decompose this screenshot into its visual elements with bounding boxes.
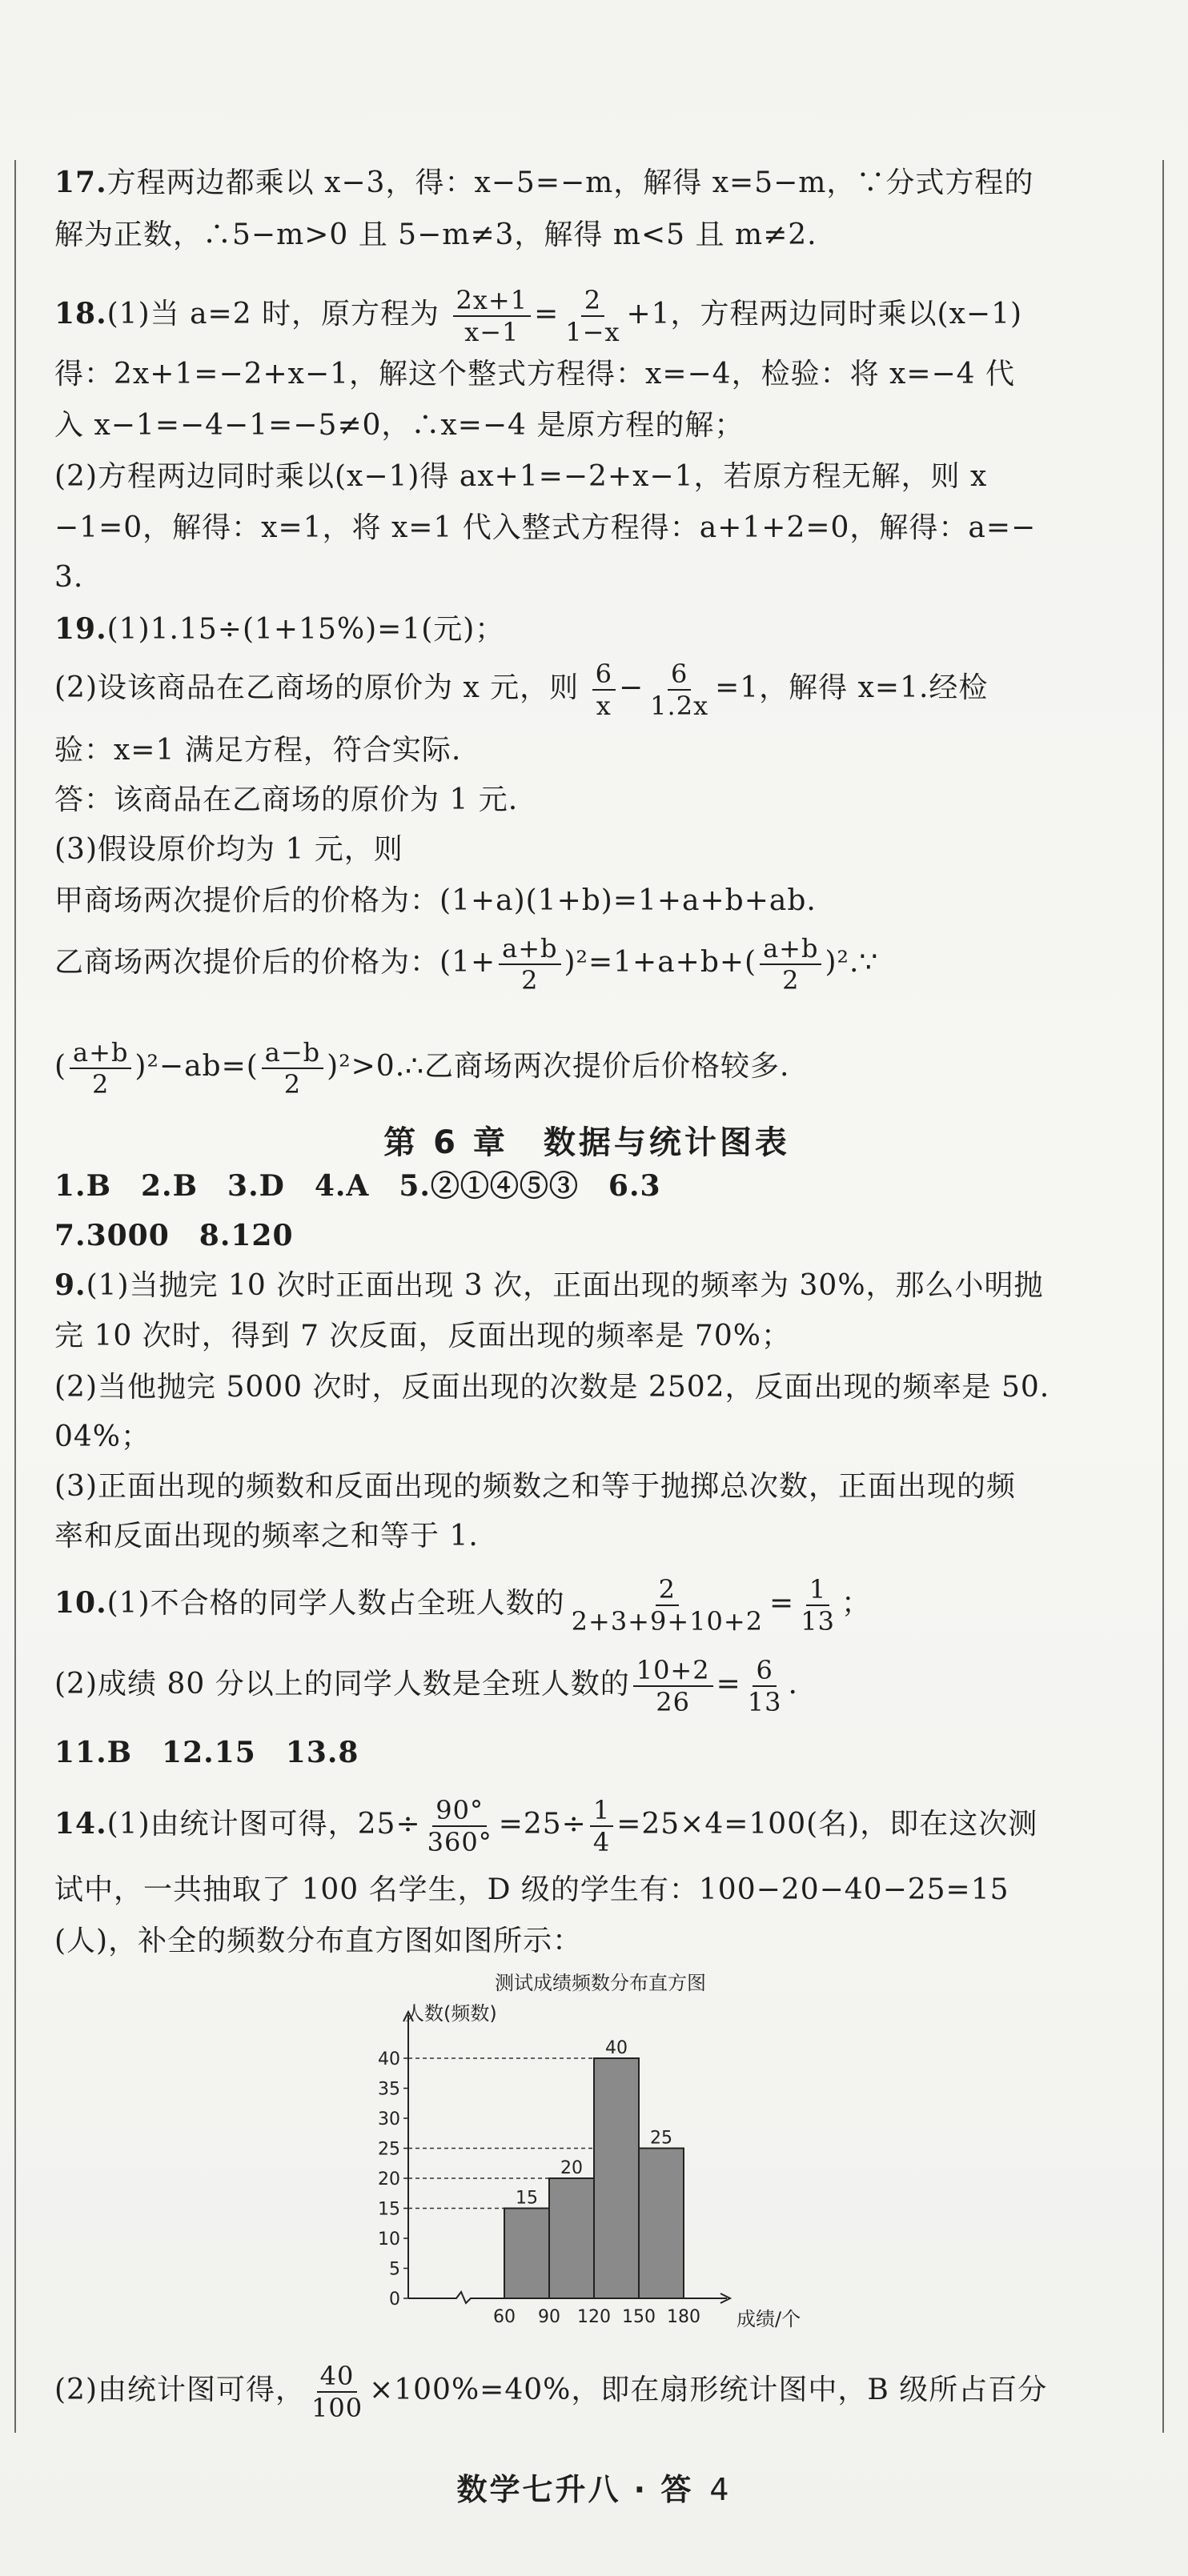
problem-19-line-2: (2)设该商品在乙商场的原价为 x 元，则 $\frac{6}{x}$ − $\frac{6}{1.2x}$ =1，解得 x=1.经检 <box>54 659 989 721</box>
fraction: $\frac{6}{x}$ <box>592 659 616 721</box>
problem-14-line-1: 14.(1)由统计图可得，25÷ $\frac{90^\circ}{360^\circ}$ =25÷ $\frac{1}{4}$ =25×4=100(名)，即在这次测 <box>54 1795 1038 1857</box>
problem-14-line-4: (2)由统计图可得， $\frac{40}{100}$ ×100%=40%，即在扇形统计图中，B 级所占百分 <box>54 2361 1048 2423</box>
problem-14-line-3: (人)，补全的频数分布直方图如图所示： <box>54 1925 583 1957</box>
problem-18-line-4: (2)方程两边同时乘以(x−1)得 ax+1=−2+x−1，若原方程无解，则 x <box>54 460 988 493</box>
answers-1-6: 1.B 2.B 3.D 4.A 5.②①④⑤③ 6.3 <box>54 1169 661 1203</box>
y-axis-label: 人数(频数) <box>405 2002 497 2025</box>
y-tick-label: 40 <box>378 2049 400 2069</box>
left-margin-rule <box>14 160 16 2433</box>
y-tick-label: 35 <box>378 2079 400 2100</box>
problem-19-line-3: 验：x=1 满足方程，符合实际. <box>54 734 462 767</box>
fraction: $\frac{a+b}{2}$ <box>760 933 821 996</box>
x-tick-label: 60 <box>493 2307 516 2327</box>
problem-19-line-6: 甲商场两次提价后的价格为：(1+a)(1+b)=1+a+b+ab. <box>54 884 817 917</box>
problem-18-line-3: 入 x−1=−4−1=−5≠0，∴x=−4 是原方程的解； <box>54 409 745 442</box>
footer-title: 数学七升八 · 答 <box>456 2472 694 2507</box>
problem-9-line-1: 9.(1)当抛完 10 次时正面出现 3 次，正面出现的频率为 30%，那么小明抛 <box>54 1268 1044 1302</box>
page-footer <box>0 2465 1188 2509</box>
fraction: $\frac{a-b}{2}$ <box>262 1037 323 1100</box>
problem-9-line-5: (3)正面出现的频数和反面出现的频数之和等于抛掷总次数，正面出现的频 <box>54 1470 1016 1503</box>
problem-18-line-2: 得：2x+1=−2+x−1，解这个整式方程得：x=−4，检验：将 x=−4 代 <box>54 358 1016 391</box>
chapter-heading: 第 6 章 数据与统计图表 <box>383 1124 790 1161</box>
fraction: $\frac{2}{1-x}$ <box>565 285 620 347</box>
frequency-histogram <box>352 1970 849 2346</box>
y-tick-label: 5 <box>389 2259 400 2280</box>
problem-18-line-5: −1=0，解得：x=1，将 x=1 代入整式方程得：a+1+2=0，解得：a=− <box>54 511 1037 544</box>
answers-11-13: 11.B 12.15 13.8 <box>54 1736 359 1769</box>
y-tick-label: 10 <box>378 2229 400 2249</box>
x-axis-label: 成绩/个 <box>736 2308 801 2330</box>
problem-18-line-1: 18.(1)当 a=2 时，原方程为 $\frac{2x+1}{x-1}$ = $\frac{2}{1-x}$ +1，方程两边同时乘以(x−1) <box>54 285 1023 347</box>
histogram-bar <box>594 2058 639 2298</box>
y-tick-label: 25 <box>378 2139 400 2160</box>
fraction: $\frac{40}{100}$ <box>311 2361 363 2423</box>
problem-19-line-8: ( $\frac{a+b}{2}$ )²−ab=( $\frac{a-b}{2}$ )²>0.∴乙商场两次提价后价格较多. <box>54 1037 790 1100</box>
problem-9-line-6: 率和反面出现的频率之和等于 1. <box>54 1520 479 1552</box>
x-tick-label: 150 <box>622 2307 656 2327</box>
fraction: $\frac{1}{4}$ <box>590 1795 613 1857</box>
y-tick-label: 20 <box>378 2169 400 2189</box>
fraction: $\frac{6}{13}$ <box>747 1655 782 1717</box>
problem-19-line-5: (3)假设原价均为 1 元，则 <box>54 833 403 866</box>
problem-17-line-1: 17.方程两边都乘以 x−3，得：x−5=−m，解得 x=5−m，∵分式方程的 <box>54 166 1034 199</box>
x-tick-label: 90 <box>538 2307 560 2327</box>
fraction: $\frac{a+b}{2}$ <box>499 933 560 996</box>
chart-title: 测试成绩频数分布直方图 <box>495 1972 706 1994</box>
answers-7-8: 7.3000 8.120 <box>54 1219 294 1252</box>
y-tick-label: 30 <box>378 2109 400 2129</box>
problem-17-line-2: 解为正数，∴5−m>0 且 5−m≠3，解得 m<5 且 m≠2. <box>54 218 817 251</box>
bar-value-label: 20 <box>560 2158 583 2178</box>
bar-value-label: 40 <box>605 2038 628 2058</box>
problem-14-line-2: 试中，一共抽取了 100 名学生，D 级的学生有：100−20−40−25=15 <box>54 1873 1009 1906</box>
fraction: $\frac{90^\circ}{360^\circ}$ <box>427 1795 492 1857</box>
x-tick-label: 120 <box>577 2307 611 2327</box>
histogram-bar <box>504 2209 549 2299</box>
problem-19-line-1: 19.(1)1.15÷(1+15%)=1(元)； <box>54 612 505 646</box>
y-tick-label: 0 <box>389 2290 400 2310</box>
bar-value-label: 15 <box>516 2188 538 2209</box>
problem-19-line-7: 乙商场两次提价后的价格为：(1+ $\frac{a+b}{2}$ )²=1+a+b+( $\frac{a+b}{2}$ )².∵ <box>54 933 879 996</box>
fraction: $\frac{10+2}{26}$ <box>633 1655 713 1717</box>
fraction: $\frac{2x+1}{x-1}$ <box>453 285 532 347</box>
fraction: $\frac{1}{13}$ <box>801 1574 835 1637</box>
page-number: 4 <box>709 2472 732 2507</box>
histogram-bar <box>639 2149 684 2299</box>
fraction: $\frac{a+b}{2}$ <box>70 1037 131 1100</box>
fraction: $\frac{6}{1.2x}$ <box>650 659 709 721</box>
problem-10-line-2: (2)成绩 80 分以上的同学人数是全班人数的 $\frac{10+2}{26}$ = $\frac{6}{13}$ . <box>54 1655 798 1717</box>
x-tick-label: 180 <box>667 2307 700 2327</box>
problem-9-line-3: (2)当他抛完 5000 次时，反面出现的次数是 2502，反面出现的频率是 50. <box>54 1371 1050 1404</box>
problem-9-line-4: 04%； <box>54 1420 151 1453</box>
problem-19-line-4: 答：该商品在乙商场的原价为 1 元. <box>54 783 519 816</box>
fraction: $\frac{2}{2+3+9+10+2}$ <box>571 1574 764 1637</box>
problem-10-line-1: 10.(1)不合格的同学人数占全班人数的 $\frac{2}{2+3+9+10+2}$ = $\frac{1}{13}$ ； <box>54 1574 871 1637</box>
right-margin-rule <box>1162 160 1164 2433</box>
problem-9-line-2: 完 10 次时，得到 7 次反面，反面出现的频率是 70%； <box>54 1320 791 1352</box>
histogram-bar <box>549 2178 594 2298</box>
problem-18-line-6: 3. <box>54 561 84 594</box>
y-tick-label: 15 <box>378 2199 400 2220</box>
bar-value-label: 25 <box>650 2128 672 2149</box>
